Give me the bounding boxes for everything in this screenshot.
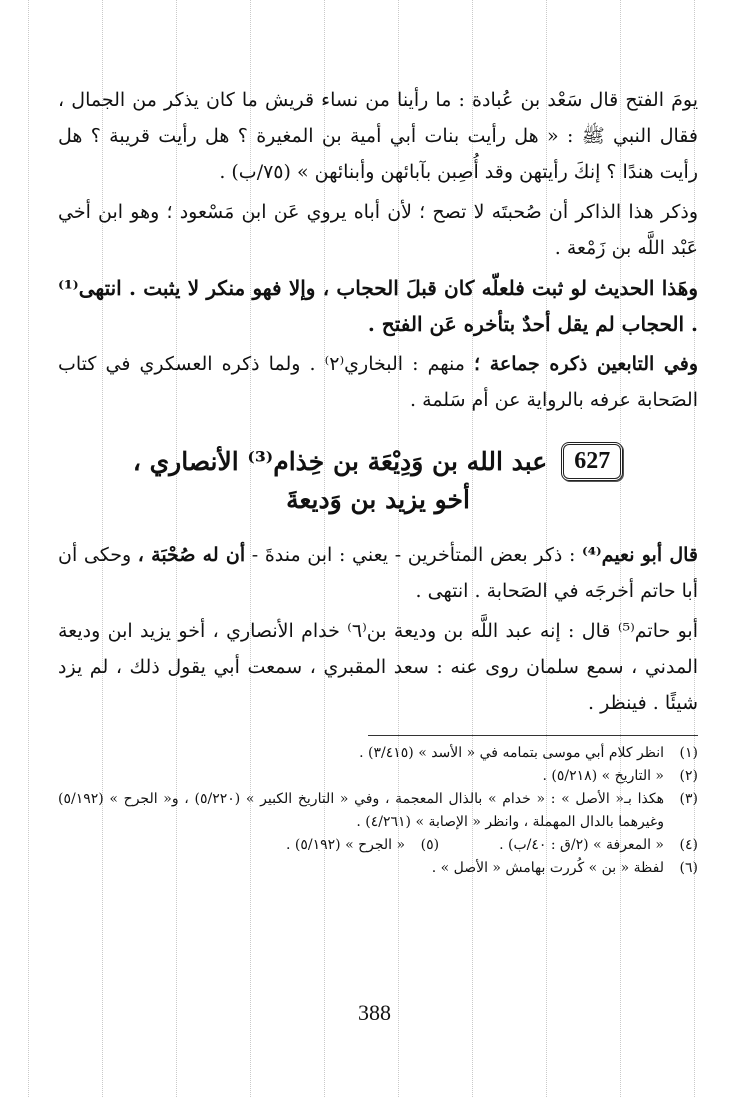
- footnote: (٢) « التاريخ » (٥/٢١٨) .: [542, 768, 698, 784]
- abu-nuaim-bold: أن له صُحْبَة ،: [137, 544, 246, 566]
- entry-title: عبد الله بن وَدِيْعَة بن خِذام⁽³⁾ الأنصاري ،: [132, 446, 548, 476]
- abu-nuaim-middle: : ذكر بعض المتأخرين - يعني : ابن مندةَ -: [245, 544, 583, 566]
- paragraph: يومَ الفتح قال سَعْد بن عُبادة : ما رأينا من نساء قريش ما كان يذكر من الجمال ، فقال النبي ﷺ : « هل رأيت بنات أبي أمية بن المغيرة ؟ هل رأيت قريبة ؟ هل رأيت هندًا ؟ إنكَ رأيتهن وقد أُصِبن بآبائهن وأبنائهن » (٧٥/ب) .: [58, 89, 698, 183]
- tabiin-paragraph: [58, 346, 698, 418]
- footnotes: [58, 742, 698, 880]
- entry-heading: [58, 442, 698, 481]
- entry-subtitle: أخو يزيد بن وَديعةَ: [286, 485, 470, 514]
- page-number: 388: [358, 1000, 391, 1025]
- footnote-row: [58, 834, 698, 857]
- entry-number: 627: [561, 442, 623, 481]
- abu-nuaim-rest: وحكى أن أبا حاتم أخرجَه في الصَحابة . انتهى .: [58, 544, 698, 602]
- footnote: (٣) هكذا بـ« الأصل » : « خدام » بالذال المعجمة ، وفي « التاريخ الكبير » (٥/٢٢٠) ، و« الجرح » (٥/١٩٢) وغيرهما بالدال المهملة ، وانظر « الإصابة » (٤/٢٦١) .: [58, 791, 698, 830]
- abu-nuaim-paragraph: [58, 537, 698, 609]
- footnote: (٦) لفظة « بن » كُررت بهامش « الأصل » .: [431, 860, 698, 876]
- footnote: (٤) « المعرفة » (٢/ق : ٤٠/ب) .: [499, 837, 698, 853]
- footnote-divider: [368, 735, 698, 736]
- paragraph: وذكر هذا الذاكر أن صُحبتَه لا تصح ؛ لأن أباه يروي عَن ابن مَسْعود ؛ وهو ابن أخي عَبْد اللَّه بن زَمْعة .: [58, 201, 698, 259]
- abu-nuaim-lead: قال أبو نعيم⁽⁴⁾: [582, 544, 699, 566]
- tabiin-bold: وفي التابعين ذكره جماعة ؛: [474, 353, 699, 375]
- footnote: (١) انظر كلام أبي موسى بتمامه في « الأسد » (٣/٤١٥) .: [359, 745, 698, 761]
- tabiin-rest: منهم : البخاري⁽٢⁾ . ولما ذكره العسكري في كتاب الصَحابة عرفه بالرواية عن أم سَلمة .: [58, 353, 698, 411]
- abu-hatim-paragraph: أبو حاتم⁽⁵⁾ قال : إنه عبد اللَّه بن وديعة بن⁽٦⁾ خدام الأنصاري ، أخو يزيد ابن وديعة المدني ، سمع سلمان روى عنه : سعد المقبري ، سمعت أبي يقول ذلك ، لم يزد شيئًا . فينظر .: [58, 620, 698, 714]
- bold-paragraph: وهَذا الحديث لو ثبت فلعلّه كان قبلَ الحجاب ، وإلا فهو منكر لا يثبت . انتهى⁽¹⁾ . الحجاب لم يقل أحدٌ بتأخره عَن الفتح .: [58, 276, 698, 336]
- footnote: (٥) « الجرح » (٥/١٩٢) .: [286, 837, 440, 853]
- page-body: [58, 82, 698, 880]
